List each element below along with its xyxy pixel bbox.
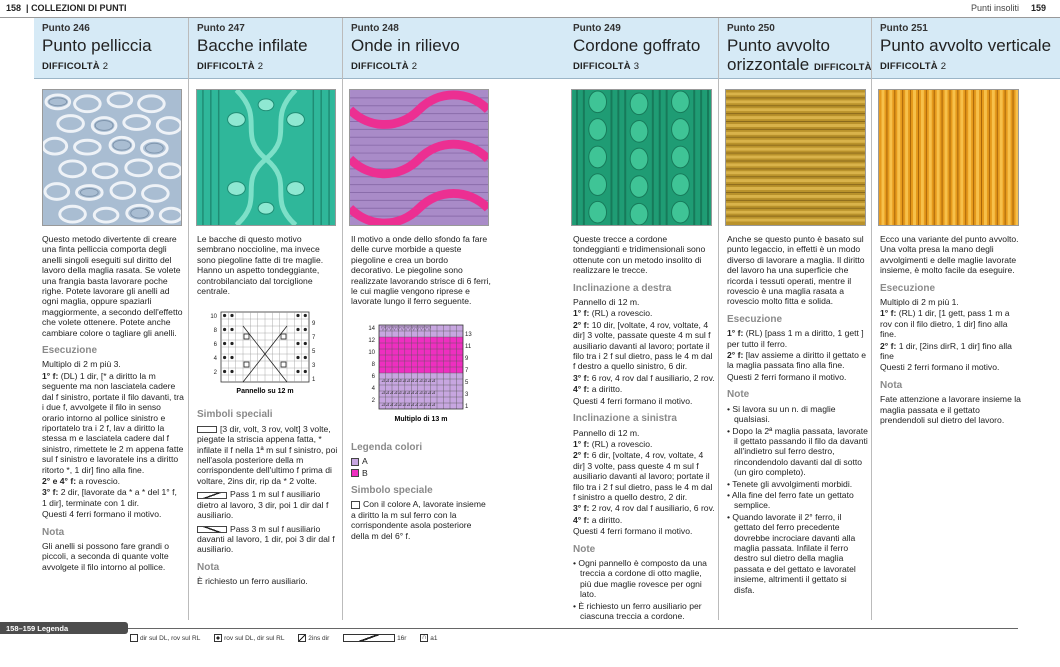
purl-symbol-icon [214, 634, 222, 642]
section-heading: Inclinazione a sinistra [573, 413, 677, 425]
row-number-left: 8 [213, 328, 217, 335]
color-label: A [362, 456, 368, 467]
row-number-right: 9 [465, 355, 469, 362]
stitch-number: Punto 248 [351, 23, 399, 34]
section-heading: Esecuzione [880, 282, 936, 294]
k2tog-symbol-icon [298, 634, 306, 642]
stitch-text [351, 234, 491, 542]
stitch-header [34, 18, 188, 79]
stitch-number: Punto 251 [880, 23, 928, 34]
row-label: 2° f: [727, 350, 744, 361]
row-number-right: 7 [465, 367, 469, 374]
instruction-row [42, 487, 184, 508]
legend-item [343, 635, 412, 642]
stitch-column-248 [342, 18, 565, 620]
row-label: 1° f: [573, 308, 590, 319]
row-text: 1 dir, [2ins dirR, 1 dir] fino alla fine [880, 340, 1012, 362]
row-label: 1° f: [727, 328, 744, 339]
row-number-left: 4 [371, 385, 375, 392]
row-number-right: 5 [465, 379, 469, 386]
row-number-left: 2 [213, 370, 217, 377]
difficulty-level: 2 [411, 61, 418, 72]
row-number-left: 12 [368, 337, 375, 344]
stitch-header [872, 18, 1060, 79]
symbol-text: Con il colore A, lavorate insieme a diritto la m sul ferro con la corrispondente asola posteriore della m del 6° f. [351, 499, 486, 541]
intro-text: Anche se questo punto è basato sul punto legaccio, in effetti è un modo diverso di lavorare a maglia. Il diritto del lavoro ha una superficie che ricorda i tessuti operati, mentre il rovescio è una maglia rasata a rovescio molto fitta e solida. [727, 234, 865, 307]
note-item: • Quando lavorate il 2° ferro, il gettato del ferro precedente dovrebbe incrociare davanti alla maglia passata. Infilate il ferro destro sul dietro della maglia passata e del gettato e lavoratel insieme, altrimenti il gettato si disfa. [727, 511, 856, 595]
stitch-text [42, 234, 184, 573]
stitch-name [727, 36, 880, 77]
legend-text: 16r [397, 634, 407, 642]
row-label: 2° f: [880, 340, 897, 351]
stitch-number: Punto 246 [42, 23, 90, 34]
difficulty-label: DIFFICOLTÀ [573, 61, 631, 72]
stitch-name: Onde in rilievo [351, 36, 460, 55]
row-text: (DL) 1 dir, [* a diritto la m seguente ma non lasciatela cadere dal f sinistro, portate il filo davanti, tra i due f, avvolgete il filo in senso orario intorno al pollice sinistro e riportatelo tra i 2 f, lav a diritto la stessa m e lasciatela cadere dal f sinistro, rimettete le 2 m appena fatte sul f sinistro e lavoratele ins a diritto ritorto *, 1 dir] fino alla fine. [42, 370, 184, 475]
right-page-number: 159 [1030, 3, 1046, 13]
difficulty [573, 61, 639, 72]
intro-text: Questo metodo divertente di creare una finta pelliccia comporta degli anelli singoli eseguiti sul diritto del lavoro della maglia rasata. Se volete una frangia basta lavorare poche righe. Potete lavorare gli anelli ad ogni maglia, oppure spaziarli maggiormente, a secondo dell'effetto che volete ottenere. Potete anche cambiare colore o tagliare gli anelli. [42, 234, 183, 338]
stitch-name-line2: orizzontale [727, 55, 810, 74]
section-heading: Simbolo speciale [351, 485, 433, 497]
symbol-definition [197, 489, 339, 520]
instruction-line: Pannello di 12 m. [573, 427, 640, 438]
symbol-text: Pass 1 m sul f ausiliario dietro al lavoro, 3 dir, poi 1 dir dal f ausiliario. [197, 489, 329, 521]
row-number-right: 5 [312, 349, 316, 356]
row-text: 6 dir, [voltate, 4 rov, voltate, 4 dir] 3 volte, pass queste 4 m sul f ausiliario davanti al lavoro; portate il filo tra i 2 f sul dietro, pass le 4 m dal f sinistro a quello destro, 2 dir. [573, 450, 713, 502]
difficulty-level: 2 [940, 61, 947, 72]
legend-item [130, 635, 206, 642]
row-label: 1° f: [880, 308, 897, 319]
cross-left-symbol-icon [197, 526, 227, 533]
stitch-column-249 [565, 18, 718, 620]
note-item: • Alla fine del ferro fate un gettato semplice. [727, 489, 854, 511]
color-swatch-b [351, 469, 359, 477]
note-item: • È richiesto un ferro ausiliario per ciascuna treccia a cordone. [573, 600, 702, 621]
difficulty-level: 2 [102, 61, 109, 72]
instruction-row [727, 328, 869, 349]
stitch-header [719, 18, 871, 79]
row-label: 3° f: [42, 487, 59, 498]
stitch-number: Punto 249 [573, 23, 621, 34]
section-heading: Nota [42, 526, 65, 538]
row-text: a diritto. [591, 384, 623, 395]
stitch-number: Punto 247 [197, 23, 245, 34]
intro-text: Ecco una variante del punto avvolto. Una volta presa la mano degli avvolgimenti e delle maglie lavorate insieme, è molto facile da eseguire. [880, 234, 1019, 276]
row-label: 2° f: [573, 319, 590, 330]
row-text: a rovescio. [78, 475, 121, 486]
stitch-swatch-photo [196, 89, 336, 226]
instruction-line: Questi 4 ferri formano il motivo. [42, 509, 162, 520]
difficulty-label: DIFFICOLTÀ [880, 61, 938, 72]
stitch-swatch-photo [571, 89, 712, 226]
row-number-right: 13 [465, 331, 472, 338]
instruction-line: Questi 2 ferri formano il motivo. [727, 371, 847, 382]
stitch-column-247 [188, 18, 342, 620]
cable-symbol-icon [197, 426, 217, 433]
left-running-title: COLLEZIONI DI PUNTI [31, 3, 127, 13]
row-text: (RL) 1 dir, [1 gett, pass 1 m a rov con il filo dietro, 1 dir] fino alla fine. [880, 308, 1010, 340]
row-text: a diritto. [591, 514, 623, 525]
row-number-left: 2 [371, 397, 375, 404]
stitch-name: Cordone goffrato [573, 36, 701, 55]
intro-text: Il motivo a onde dello sfondo fa fare delle curve morbide a queste piegoline e crea un bordo decorativo. Le piegoline sono realizzate lavorando strisce di 6 ferri, le cui maglie vengono riprese e lavorate lungo il ferro seguente. [351, 234, 491, 307]
instruction-row [727, 350, 869, 371]
note-item: • Si lavora su un n. di maglie qualsiasi. [727, 403, 836, 425]
svg-text:⊿⊿⊿⊿⊿⊿⊿⊿⊿⊿⊿⊿⊿: ⊿⊿⊿⊿⊿⊿⊿⊿⊿⊿⊿⊿⊿ [381, 377, 436, 384]
stitch-name: Punto avvolto verticale [880, 36, 1052, 55]
stitch-chart [197, 310, 339, 402]
svg-text:⊿⊿⊿⊿⊿⊿⊿⊿⊿⊿⊿⊿⊿: ⊿⊿⊿⊿⊿⊿⊿⊿⊿⊿⊿⊿⊿ [381, 389, 436, 396]
difficulty-level: 3 [633, 61, 640, 72]
chart-caption: Multiplo di 13 m [394, 415, 448, 423]
loop-symbol-icon: ∩ [421, 634, 427, 641]
legend-item [214, 635, 290, 642]
color-swatch-a [351, 458, 359, 466]
row-text: 2 rov, 4 rov dal f ausiliario, 6 rov. [591, 503, 715, 514]
stitch-swatch-photo [349, 89, 489, 226]
difficulty-label: DIFFICOLTÀ [351, 61, 409, 72]
row-number-right: 1 [312, 377, 316, 384]
intro-text: Le bacche di questo motivo sembrano noccioline, ma invece sono piegoline fatte di tre maglie. Hanno un aspetto tondeggiante, controbilanciato dal torciglione centrale. [197, 234, 324, 297]
left-page-number: 158 [6, 3, 22, 13]
row-number-left: 6 [213, 342, 217, 349]
section-heading: Inclinazione a destra [573, 282, 672, 294]
instruction-row [573, 320, 715, 372]
row-number-right: 11 [465, 343, 472, 350]
stitch-swatch-photo [878, 89, 1019, 226]
note-item: • Ogni pannello è composto da una treccia a cordone di otto maglie, più due maglie rovesce per ogni lato. [573, 557, 707, 600]
intro-text: Queste trecce a cordone tondeggianti e tridimensionali sono ottenute con un metodo insolito di realizzare le trecce. [573, 234, 706, 276]
section-heading: Simboli speciali [197, 409, 273, 421]
row-text: (RL) a rovescio. [591, 438, 653, 449]
symbol-definition [197, 524, 339, 555]
instruction-row [573, 450, 715, 502]
instruction-line: Multiplo di 2 m più 3. [42, 359, 121, 370]
section-heading: Note [573, 543, 596, 555]
difficulty [880, 61, 946, 72]
legend-text: a1 [430, 634, 438, 642]
legend-item [298, 635, 335, 642]
instruction-line: Questi 4 ferri formano il motivo. [573, 526, 693, 537]
running-header: 158 | COLLEZIONI DI PUNTI Punti insoliti 159 [6, 3, 1046, 13]
row-text: (RL) [pass 1 m a diritto, 1 gett ] per tutto il ferro. [727, 328, 864, 349]
row-text: [lav assieme a diritto il gettato e la maglia passata fino alla fine. [727, 350, 867, 371]
instruction-row [42, 476, 184, 486]
stitch-name: Bacche infilate [197, 36, 308, 55]
note-text: Gli anelli si possono fare grandi o piccoli, a seconda di quante volte avvolgete il filo intorno al pollice. [42, 540, 170, 572]
stitch-name: Punto pelliccia [42, 36, 152, 55]
row-label: 2° f: [573, 450, 590, 461]
note-text: È richiesto un ferro ausiliario. [197, 576, 308, 587]
row-number-left: 10 [368, 349, 375, 356]
difficulty [351, 61, 417, 72]
difficulty-label: DIFFICOLTÀ [197, 61, 255, 72]
difficulty-label: DIFFICOLTÀ [813, 62, 872, 73]
instruction-row [880, 308, 1022, 339]
note-text: Fate attenzione a lavorare insieme la maglia passata e il gettato prendendoli sul dietro del lavoro. [880, 394, 1021, 426]
instruction-line: Multiplo di 2 m più 1. [880, 297, 959, 308]
symbol-text: Pass 3 m sul f ausiliario davanti al lavoro, 1 dir, poi 3 dir dal f ausiliario. [197, 523, 335, 555]
difficulty-label: DIFFICOLTÀ [42, 61, 100, 72]
stitch-column-246 [34, 18, 188, 620]
row-label: 1° f: [42, 370, 59, 381]
row-label: 4° f: [573, 384, 590, 395]
cross-right-symbol-icon [197, 492, 227, 499]
section-heading: Note [727, 389, 750, 401]
legend-tab: 158–159 Legenda [0, 622, 128, 634]
svg-text:⊿⊿⊿⊿⊿⊿⊿⊿⊿⊿⊿⊿⊿: ⊿⊿⊿⊿⊿⊿⊿⊿⊿⊿⊿⊿⊿ [381, 401, 436, 408]
legend-rule [128, 628, 1018, 629]
row-number-left: 8 [371, 361, 375, 368]
special-symbol-icon [351, 501, 360, 509]
color-key-a [351, 456, 491, 466]
legend-item [420, 635, 443, 642]
note-item: • Tenete gli avvolgimenti morbidi. [727, 478, 853, 489]
instruction-line: Questi 2 ferri formano il motivo. [880, 362, 1000, 373]
row-number-right: 9 [312, 321, 316, 328]
right-running-title: Punti insoliti [970, 3, 1019, 13]
stitch-text [197, 234, 339, 588]
row-label: 1° f: [573, 438, 590, 449]
section-heading: Nota [197, 561, 220, 573]
stitch-swatch-photo [725, 89, 866, 226]
row-number-left: 14 [368, 325, 375, 332]
row-number-right: 3 [312, 363, 316, 370]
stitch-text [727, 234, 869, 596]
color-label: B [362, 467, 368, 478]
section-heading: Esecuzione [727, 313, 783, 325]
stitch-text [573, 234, 715, 622]
stitch-column-250 [718, 18, 871, 620]
stitch-header [343, 18, 565, 79]
instruction-line: Pannello di 12 m. [573, 297, 640, 308]
instruction-row [573, 439, 715, 449]
difficulty [42, 61, 108, 72]
difficulty-level: 2 [257, 61, 264, 72]
row-number-left: 10 [210, 314, 217, 321]
stitch-chart [351, 323, 491, 435]
symbol-definition [197, 424, 339, 486]
row-text: 2 dir, [lavorate da * a * del 1° f, 1 dir], terminate con 1 dir. [42, 487, 177, 508]
knit-symbol-icon [130, 634, 138, 642]
section-heading: Legenda colori [351, 441, 423, 453]
stitch-number: Punto 250 [727, 23, 775, 34]
instruction-row [880, 341, 1022, 362]
row-number-left: 4 [213, 356, 217, 363]
instruction-row [573, 373, 715, 383]
instruction-row [573, 308, 715, 318]
row-text: 10 dir, [voltate, 4 rov, voltate, 4 dir] 3 volte, passate queste 4 m sul f ausiliario davanti al lavoro; portate il filo tra i 2 f sul dietro, pass le 4 m dal f destro a quello sinistro, 6 dir. [573, 319, 713, 372]
row-label: 3° f: [573, 372, 590, 383]
instruction-row [573, 384, 715, 394]
note-item: • Dopo la 2ª maglia passata, lavorate il gettato passando il filo da davanti all'indietro sul ferro destro, rincondendolo davanti dal di sotto (un giro completo). [727, 425, 868, 478]
cable-symbol-icon [343, 634, 395, 642]
symbol-definition [351, 499, 491, 541]
row-number-left: 6 [371, 373, 375, 380]
legend-text: 2ins dir [308, 634, 330, 642]
section-heading: Esecuzione [42, 345, 98, 357]
row-number-right: 7 [312, 335, 316, 342]
stitch-header [565, 18, 718, 79]
stitch-text [880, 234, 1022, 427]
legend-symbols [130, 634, 450, 642]
instruction-row [573, 503, 715, 513]
row-label: 2° e 4° f: [42, 475, 77, 486]
instruction-row [573, 515, 715, 525]
color-key-b [351, 468, 491, 478]
legend-text: rov sul DL, dir sul RL [224, 634, 285, 642]
instruction-line: Questi 4 ferri formano il motivo. [573, 395, 693, 406]
legend-text: dir sul DL, rov sul RL [140, 634, 201, 642]
symbol-text: [3 dir, volt, 3 rov, volt] 3 volte, piegate la striscia appena fatta, * infilate il f nella 1ª m sul f sinistro, poi nell'asola posteriore della m corrispondente dell'ultimo f prima di voltare, 2ins dir, rip da * 2 volte. [197, 423, 338, 486]
stitch-swatch-photo [42, 89, 182, 226]
row-text: (RL) a rovescio. [591, 308, 653, 319]
row-label: 3° f: [573, 503, 590, 514]
stitch-name-line1: Punto avvolto [727, 36, 831, 55]
row-label: 4° f: [573, 514, 590, 525]
chart-caption: Pannello su 12 m [236, 388, 294, 396]
difficulty [197, 61, 263, 72]
row-number-right: 3 [465, 391, 469, 398]
svg-text:▽▽▽▽▽▽▽▽▽▽▽▽▽: ▽▽▽▽▽▽▽▽▽▽▽▽▽ [381, 325, 431, 332]
row-text: 6 rov, 4 rov dal f ausiliario, 2 rov. [591, 372, 715, 383]
stitch-column-251 [871, 18, 1060, 620]
row-number-right: 1 [465, 403, 469, 410]
instruction-row [42, 371, 184, 475]
section-heading: Nota [880, 379, 903, 391]
stitch-header [189, 18, 342, 79]
